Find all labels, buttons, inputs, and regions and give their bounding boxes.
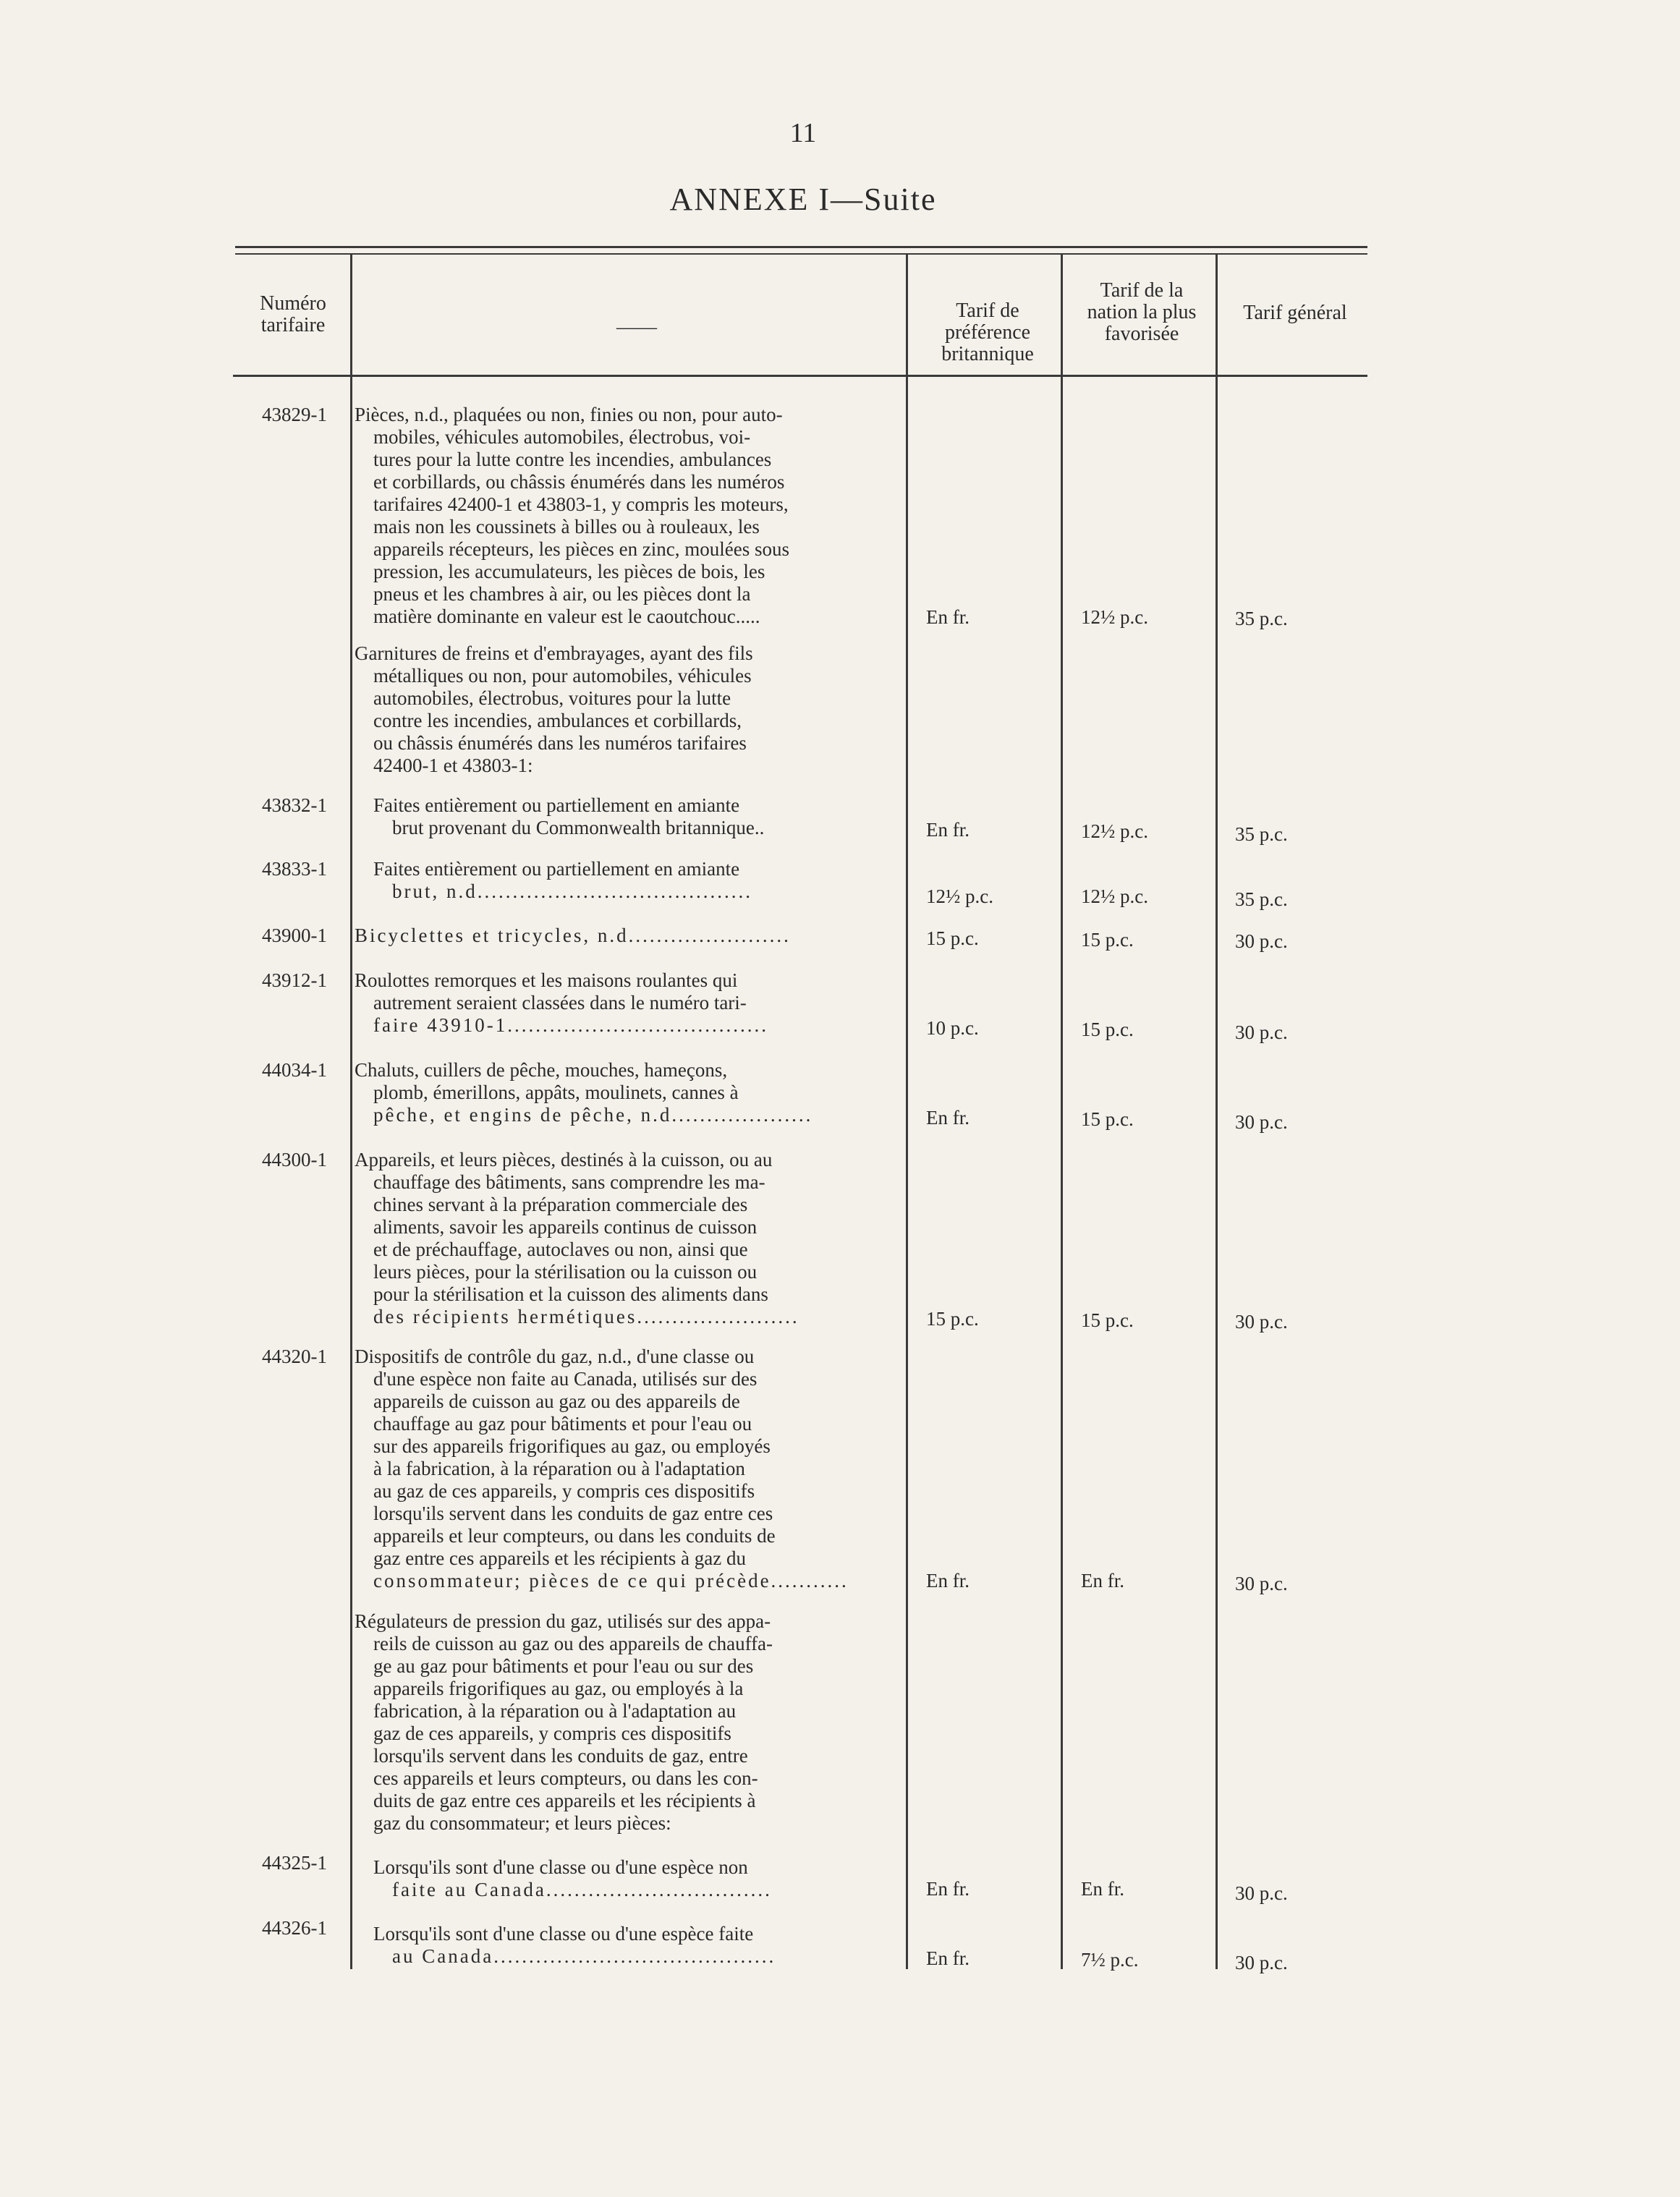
rate-british-preference: En fr.	[926, 1570, 970, 1592]
item-description: Lorsqu'ils sont d'une classe ou d'une espèce non faite au Canada................................	[373, 1856, 772, 1900]
column-divider-4	[1216, 255, 1218, 1969]
item-description: Régulateurs de pression du gaz, utilisés sur des appa- reils de cuisson au gaz ou des appareils de chauffa- ge au gaz pour bâtiments et pour l'eau ou sur des appareils frigorifiques au gaz, ou employés à la fabrication, à la réparation ou à l'adaptation au gaz de ces appareils, y compris ces dispositifs lorsqu'ils servent dans les conduits de gaz, entre ces appareils et leurs compteurs, ou dans les con- duits de gaz entre ces appareils et les récipients à gaz du consommateur; et leurs pièces:	[355, 1610, 773, 1834]
table-top-rule-2	[235, 253, 1367, 255]
rate-british-preference: En fr.	[926, 1878, 970, 1900]
column-divider-1	[350, 255, 352, 1969]
header-most-favoured-nation: Tarif de la nation la plus favorisée	[1087, 279, 1197, 345]
item-description: Pièces, n.d., plaquées ou non, finies ou non, pour auto- mobiles, véhicules automobiles, électrobus, voi- tures pour la lutte contre les incendies, ambulances et corbillards, ou châssis énumérés dans les numéros tarifaires 42400-1 et 43803-1, y compris les moteurs, mais non les coussinets à billes ou à rouleaux, les appareils récepteurs, les pièces en zinc, moulées sous pression, les accumulateurs, les pièces de bois, les pneus et les chambres à air, ou les pièces dont la matière dominante en valeur est le caoutchouc.....	[355, 404, 790, 627]
item-description: Roulottes remorques et les maisons roulantes qui autrement seraient classées dans le numéro tari- faire 43910-1.....................................	[355, 969, 768, 1036]
rate-british-preference: 15 p.c.	[926, 927, 979, 949]
rate-general: 30 p.c.	[1235, 1952, 1288, 1973]
rate-general: 30 p.c.	[1235, 1311, 1288, 1333]
rate-british-preference: En fr.	[926, 606, 970, 628]
tariff-number: 43900-1	[262, 925, 327, 946]
header-bottom-rule	[233, 375, 1367, 377]
rate-general: 35 p.c.	[1235, 888, 1288, 910]
item-description: Dispositifs de contrôle du gaz, n.d., d'une classe ou d'une espèce non faite au Canada, utilisés sur des appareils de cuisson au gaz ou des appareils de chauffage au gaz pour bâtiments et pour l'eau ou sur des appareils frigorifiques au gaz, ou employés à la fabrication, à la réparation ou à l'adaptation au gaz de ces appareils, y compris ces dispositifs lorsqu'ils servent dans les conduits de gaz entre ces appareils et leur compteurs, ou dans les conduits de gaz entre ces appareils et les récipients à gaz du consommateur; pièces de ce qui précède...........	[355, 1346, 849, 1592]
rate-most-favoured-nation: 12½ p.c.	[1081, 820, 1148, 842]
rate-british-preference: En fr.	[926, 1107, 970, 1129]
rate-most-favoured-nation: 7½ p.c.	[1081, 1949, 1139, 1971]
tariff-number: 43829-1	[262, 404, 327, 425]
tariff-number: 43912-1	[262, 969, 327, 991]
item-description: Chaluts, cuillers de pêche, mouches, hameçons, plomb, émerillons, appâts, moulinets, cannes à pêche, et engins de pêche, n.d....................	[355, 1059, 813, 1126]
item-description: Lorsqu'ils sont d'une classe ou d'une espèce faite au Canada........................................	[373, 1923, 776, 1967]
tariff-number: 44325-1	[262, 1852, 327, 1874]
rate-most-favoured-nation: 15 p.c.	[1081, 1309, 1134, 1331]
rate-most-favoured-nation: 15 p.c.	[1081, 1108, 1134, 1130]
rate-general: 35 p.c.	[1235, 608, 1288, 629]
header-number: Numéro tarifaire	[260, 292, 326, 336]
page-number: 11	[789, 118, 817, 148]
rate-british-preference: 15 p.c.	[926, 1308, 979, 1330]
header-british-preference: Tarif de préférence britannique	[941, 299, 1034, 365]
rate-most-favoured-nation: En fr.	[1081, 1570, 1124, 1592]
header-description: ——	[616, 316, 657, 339]
column-divider-2	[906, 255, 908, 1969]
rate-british-preference: En fr.	[926, 1947, 970, 1969]
item-description: Bicyclettes et tricycles, n.d.......................	[355, 925, 791, 946]
rate-general: 35 p.c.	[1235, 823, 1288, 845]
rate-most-favoured-nation: 15 p.c.	[1081, 929, 1134, 951]
rate-general: 30 p.c.	[1235, 1573, 1288, 1594]
tariff-number: 44326-1	[262, 1917, 327, 1939]
item-description: Appareils, et leurs pièces, destinés à la cuisson, ou au chauffage des bâtiments, sans comprendre les ma- chines servant à la préparation commerciale des aliments, savoir les appareils continus de cuisson et de préchauffage, autoclaves ou non, ainsi que leurs pièces, pour la stérilisation ou la cuisson ou pour la stérilisation et la cuisson des aliments dans des récipients hermétiques.......................	[355, 1149, 799, 1327]
rate-most-favoured-nation: 12½ p.c.	[1081, 606, 1148, 628]
item-description: Faites entièrement ou partiellement en amiante brut provenant du Commonwealth britannique..	[373, 794, 765, 838]
rate-most-favoured-nation: 15 p.c.	[1081, 1019, 1134, 1040]
column-divider-3	[1061, 255, 1063, 1969]
header-general: Tarif général	[1243, 302, 1347, 324]
rate-general: 30 p.c.	[1235, 1882, 1288, 1904]
rate-most-favoured-nation: En fr.	[1081, 1878, 1124, 1900]
tariff-number: 44300-1	[262, 1149, 327, 1170]
tariff-number: 43832-1	[262, 794, 327, 816]
rate-british-preference: En fr.	[926, 819, 970, 841]
rate-general: 30 p.c.	[1235, 1021, 1288, 1043]
rate-most-favoured-nation: 12½ p.c.	[1081, 885, 1148, 907]
rate-general: 30 p.c.	[1235, 1111, 1288, 1133]
tariff-number: 43833-1	[262, 858, 327, 880]
rate-british-preference: 10 p.c.	[926, 1017, 979, 1039]
item-description: Garnitures de freins et d'embrayages, ayant des fils métalliques ou non, pour automobiles, véhicules automobiles, électrobus, voitures pour la lutte contre les incendies, ambulances et corbillards, ou châssis énumérés dans les numéros tarifaires 42400-1 et 43803-1:	[355, 642, 753, 776]
tariff-number: 44320-1	[262, 1346, 327, 1367]
table-top-rule	[235, 246, 1367, 248]
tariff-number: 44034-1	[262, 1059, 327, 1081]
page-title: ANNEXE I—Suite	[669, 182, 937, 217]
item-description: Faites entièrement ou partiellement en amiante brut, n.d.......................................	[373, 858, 752, 902]
rate-british-preference: 12½ p.c.	[926, 885, 993, 907]
rate-general: 30 p.c.	[1235, 930, 1288, 952]
